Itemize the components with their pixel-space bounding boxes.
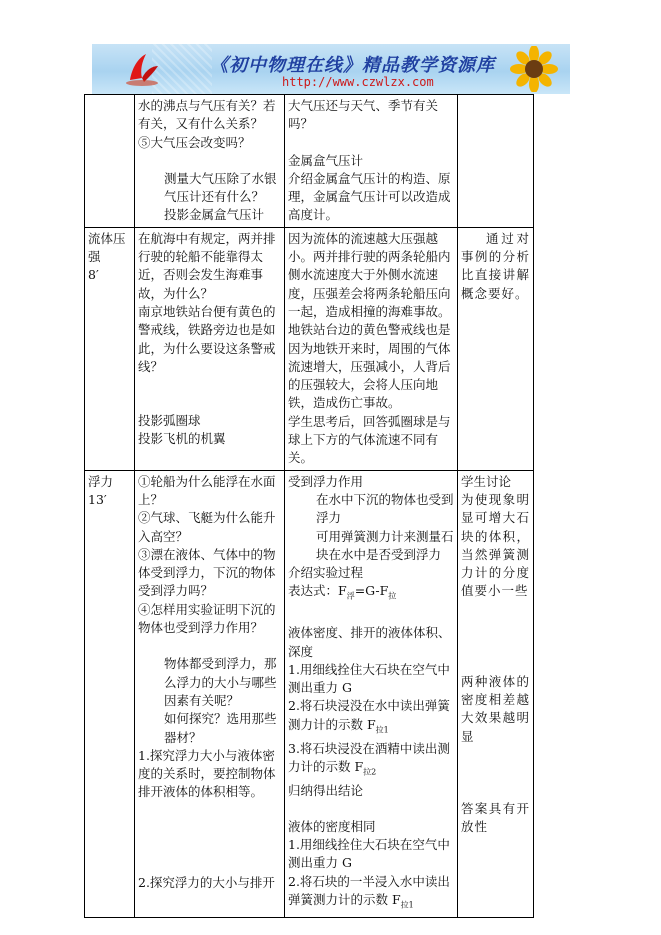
topic-cell: [85, 470, 135, 917]
question-text: 投影弧圈球: [138, 413, 201, 429]
topic-cell: [85, 227, 135, 470]
question-text: 物体都受到浮力，那么浮力的大小与哪些因素有关呢？: [164, 656, 277, 708]
answer-text: 3.将石块浸没在酒精中读出测力计的示数 $F_{拉2}$: [288, 740, 450, 777]
notes-cell: [458, 95, 534, 228]
question-text: ④怎样用实验证明下沉的物体也受到浮力作用？: [138, 601, 276, 636]
answer-text: 受到浮力作用: [288, 473, 364, 489]
answer-text: 大气压还与天气、季节有关吗？: [288, 98, 439, 132]
topic-title: 浮力: [88, 473, 114, 489]
logo-icon: [122, 50, 162, 88]
note-text: 通过对事例的分析比直接讲解概念要好。: [461, 230, 530, 301]
table-row: [85, 227, 534, 470]
answer-text: 介绍实验过程: [288, 565, 364, 581]
question-text: ③漂在液体、气体中的物体受到浮力，下沉的物体受到浮力吗？: [138, 546, 276, 599]
topic-title: 流体压强: [88, 230, 126, 265]
note-text: 学生讨论: [461, 473, 512, 489]
question-text: 如何探究？选用那些器材？: [164, 711, 277, 745]
answer-text: 液体密度、排开的液体体积、深度: [288, 625, 451, 659]
question-text: 投影飞机的机翼: [138, 431, 226, 447]
student-activity-cell: [285, 227, 458, 470]
header-banner: [92, 44, 570, 94]
topic-duration: 13′: [88, 491, 107, 507]
answer-text: 因为流体的流速越大压强越小。两并排行驶的两条轮船内侧水流速度大于外侧水流速度，压强差会将两条轮船压向一起，造成相撞的海难事故。地铁站台边的黄色警戒线也是因为地铁开来时，周围的气体流速增大，压强减小，人背后的压强较大，会将人压向地铁，造成伤亡事故。: [288, 230, 451, 411]
notes-cell: [458, 227, 534, 470]
answer-text: 2.将石块浸没在水中读出弹簧测力计的示数 $F_{拉1}$: [288, 698, 450, 735]
topic-cell: [85, 95, 135, 228]
teacher-activity-cell: [135, 95, 285, 228]
formula-text: 表达式：$F_浮=G-F_拉$: [288, 583, 397, 601]
question-text: 投影金属盒气压计: [164, 207, 265, 223]
teacher-activity-cell: [135, 470, 285, 917]
lesson-plan-table: [84, 94, 534, 918]
table-row: [85, 95, 534, 228]
answer-text: 在水中下沉的物体也受到浮力: [316, 491, 454, 526]
answer-text: 1.用细线拴住大石块在空气中测出重力 G: [288, 661, 450, 696]
answer-text: 1.用细线拴住大石块在空气中测出重力 G: [288, 837, 450, 871]
note-text: 为使现象明显可增大石块的体积，当然弹簧测力计的分度值要小一些: [461, 491, 530, 599]
question-text: 1.探究浮力大小与液体密度的关系时，要控制物体排开液体的体积相等。: [138, 747, 276, 800]
answer-text: 液体的密度相同: [288, 818, 376, 834]
answer-text: 金属盒气压计: [288, 152, 364, 168]
answer-text: 介绍金属盒气压计的构造、原理，金属盒气压计可以改造成高度计。: [288, 170, 451, 223]
question-text: ①轮船为什么能浮在水面上？: [138, 473, 276, 507]
answer-text: 2.将石块的一半浸入水中读出弹簧测力计的示数 $F_{拉1}$: [288, 873, 450, 910]
answer-text: 学生思考后，回答弧圈球是与球上下方的气体流速不同有关。: [288, 413, 451, 466]
question-text: 测量大气压除了水银气压计还有什么？: [164, 170, 277, 205]
note-text: 两种液体的密度相差越大效果越明显: [461, 673, 530, 744]
topic-duration: 8′: [88, 267, 99, 283]
banner-url: http://www.czwlzx.com: [282, 75, 434, 89]
question-text: 在航海中有规定，两并排行驶的轮船不能靠得太近，否则会发生海难事故，为什么？: [138, 230, 276, 301]
banner-title: 《初中物理在线》精品教学资源库: [210, 55, 495, 76]
question-text: 2.探究浮力的大小与排开: [138, 874, 275, 890]
answer-text: 归纳得出结论: [288, 782, 364, 798]
question-text: 南京地铁站台便有黄色的警戒线，铁路旁边也是如此，为什么要设这条警戒线？: [138, 303, 276, 374]
student-activity-cell: [285, 470, 458, 917]
student-activity-cell: [285, 95, 458, 228]
notes-cell: [458, 470, 534, 917]
question-text: 水的沸点与气压有关？若有关，又有什么关系？: [138, 98, 276, 132]
teacher-activity-cell: [135, 227, 285, 470]
sunflower-icon: [502, 46, 562, 92]
answer-text: 可用弹簧测力计来测量石块在水中是否受到浮力: [316, 528, 454, 562]
table-row: [85, 470, 534, 917]
question-text: ②气球、飞艇为什么能升入高空？: [138, 510, 276, 544]
note-text: 答案具有开放性: [461, 800, 530, 835]
question-text: ⑤大气压会改变吗？: [138, 134, 251, 150]
